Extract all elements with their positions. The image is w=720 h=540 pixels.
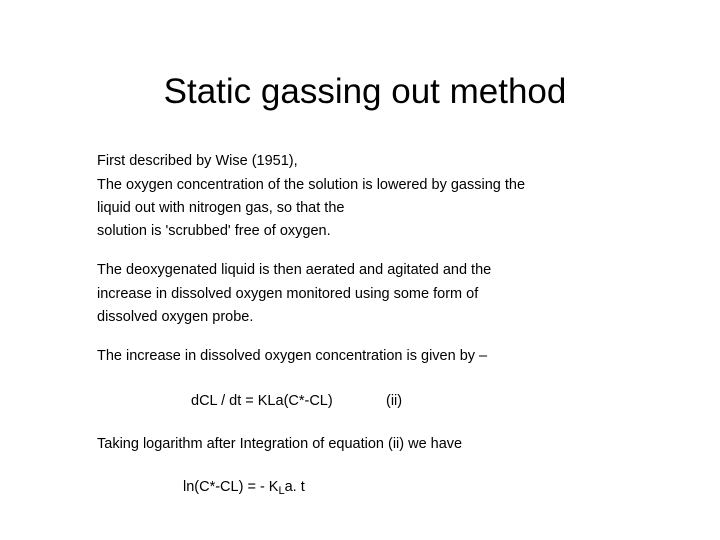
paragraph1-line: solution is 'scrubbed' free of oxygen.: [97, 223, 331, 239]
paragraph1-line: liquid out with nitrogen gas, so that the: [97, 200, 345, 216]
paragraph1-line: First described by Wise (1951),: [97, 153, 298, 169]
paragraph2-line: dissolved oxygen probe.: [97, 309, 254, 325]
equation2: [183, 477, 305, 501]
paragraph3: The increase in dissolved oxygen concentration is given by –: [97, 348, 488, 364]
paragraph2-line: increase in dissolved oxygen monitored using some form of: [97, 286, 479, 302]
paragraph2-line: The deoxygenated liquid is then aerated and agitated and the: [97, 262, 492, 278]
equation2-subscript: L: [278, 485, 285, 497]
paragraph1-line: The oxygen concentration of the solution is lowered by gassing the: [97, 177, 526, 193]
equation1-label: (ii): [386, 393, 403, 409]
equation2-rest: a. t: [284, 479, 305, 495]
equation2-lhs: ln(C*-CL) = - K: [183, 479, 279, 495]
paragraph4: Taking logarithm after Integration of equation (ii) we have: [97, 436, 463, 452]
slide-title: Static gassing out method: [163, 72, 567, 111]
equation1-expression: dCL / dt = KLa(C*-CL): [191, 393, 333, 409]
